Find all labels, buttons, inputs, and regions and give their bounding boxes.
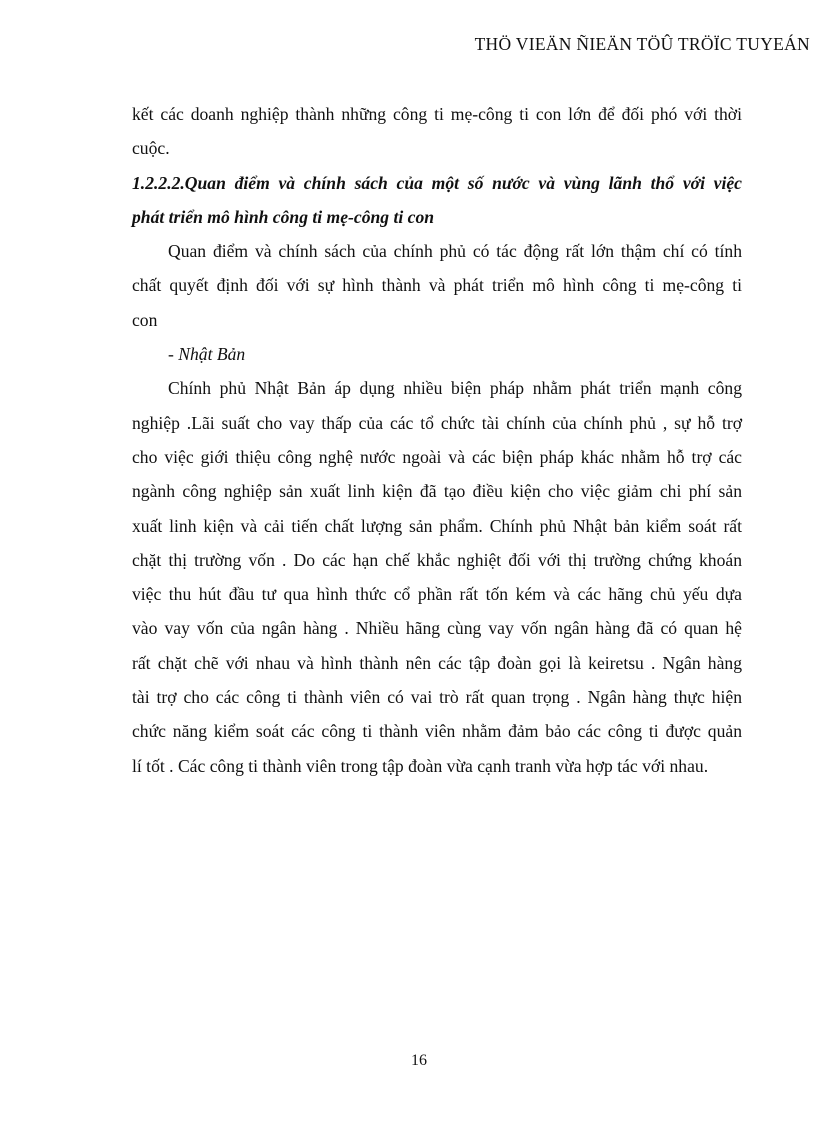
document-body (132, 97, 742, 783)
paragraph-line: cuộc. (132, 138, 170, 159)
paragraph-line: vào vay vốn của ngân hàng . Nhiều hãng cùng vay vốn ngân hàng đã có quan hệ (132, 618, 742, 639)
running-header: THÖ VIEÄN ÑIEÄN TÖÛ TRÖÏC TUYEÁN (474, 34, 810, 54)
page-number: 16 (411, 1052, 427, 1069)
paragraph-line: cho việc giới thiệu công nghệ nước ngoài và các biện pháp khác nhằm hỗ trợ các (132, 446, 742, 467)
paragraph-line: chất quyết định đối với sự hình thành và phát triển mô hình công ti mẹ-công ti (132, 275, 742, 296)
section-heading: 1.2.2.2.Quan điểm và chính sách của một số nước và vùng lãnh thổ với việc (132, 172, 742, 193)
paragraph-line: rất chặt chẽ với nhau và hình thành nên các tập đoàn gọi là keiretsu . Ngân hàng (132, 652, 742, 673)
paragraph-line: nghiệp .Lãi suất cho vay thấp của các tổ chức tài chính của chính phủ , sự hỗ trợ (132, 412, 742, 433)
paragraph-line: con (132, 309, 158, 330)
subsection-label: - Nhật Bản (168, 344, 246, 365)
paragraph-line: Chính phủ Nhật Bản áp dụng nhiều biện pháp nhằm phát triển mạnh công (168, 378, 742, 399)
paragraph-line: Quan điểm và chính sách của chính phủ có tác động rất lớn thậm chí có tính (168, 241, 742, 262)
paragraph-line: xuất linh kiện và cải tiến chất lượng sản phẩm. Chính phủ Nhật bản kiểm soát rất (132, 515, 742, 536)
paragraph-line: tài trợ cho các công ti thành viên có vai trò rất quan trọng . Ngân hàng thực hiện (132, 687, 742, 708)
paragraph-line: chặt thị trường vốn . Do các hạn chế khắc nghiệt đối với thị trường chứng khoán (132, 549, 742, 570)
paragraph-line: lí tốt . Các công ti thành viên trong tập đoàn vừa cạnh tranh vừa hợp tác với nhau. (132, 755, 709, 776)
paragraph-line: chức năng kiểm soát các công ti thành viên nhằm đảm bảo các công ti được quản (132, 721, 742, 742)
paragraph-line: kết các doanh nghiệp thành những công ti mẹ-công ti con lớn để đối phó với thời (132, 104, 742, 124)
paragraph-line: ngành công nghiệp sản xuất linh kiện đã tạo điều kiện cho việc giảm chi phí sản (132, 481, 742, 502)
paragraph-line: việc thu hút đầu tư qua hình thức cổ phần rất tốn kém và các hãng chủ yếu dựa (132, 584, 742, 605)
section-heading: phát triển mô hình công ti mẹ-công ti con (132, 206, 435, 227)
